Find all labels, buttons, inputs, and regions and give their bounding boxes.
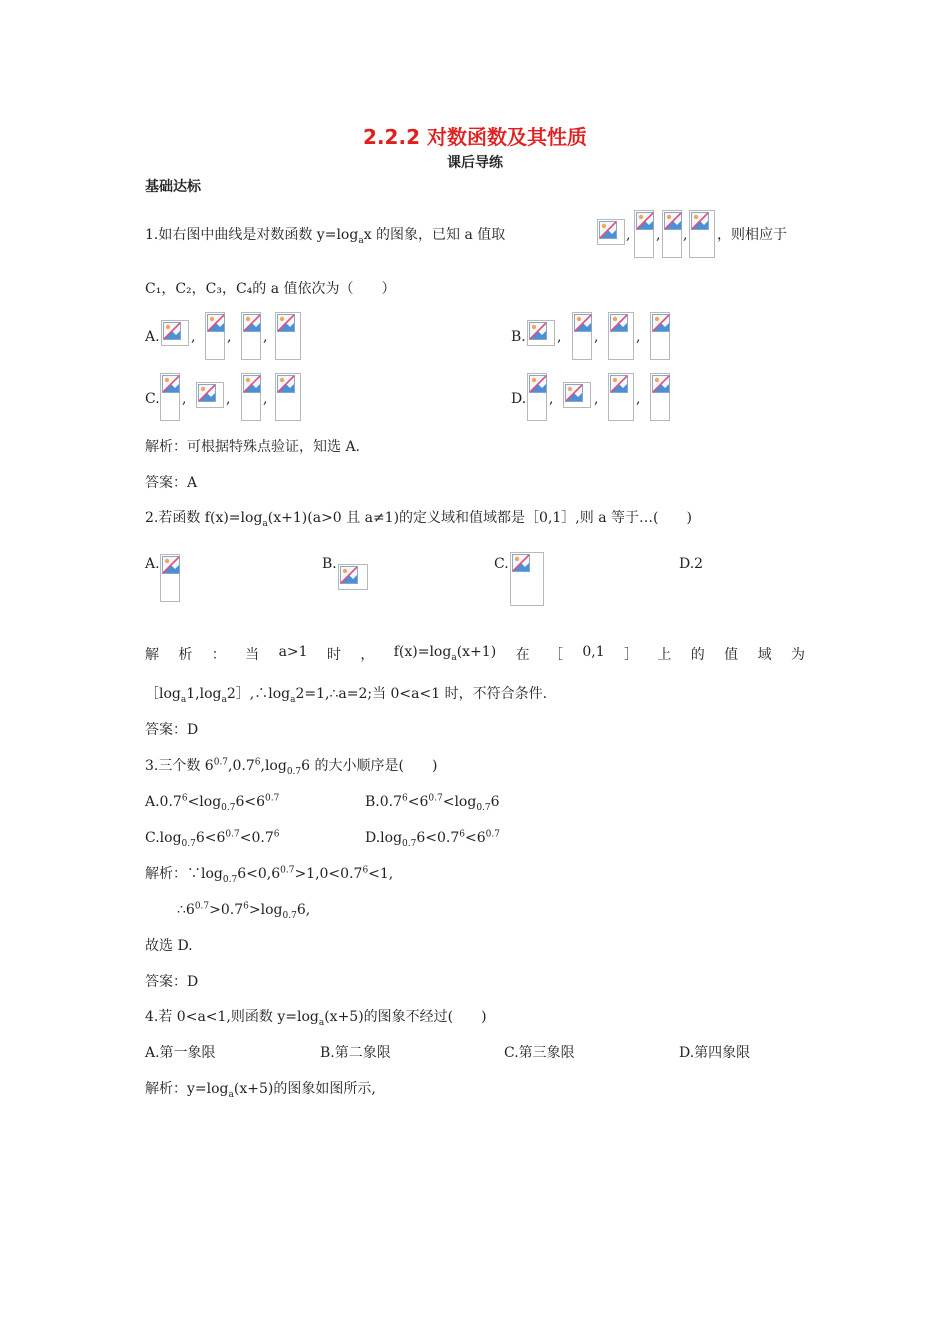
q3-answer: 答案：D <box>145 974 199 990</box>
q1-option-b-label: B. <box>511 329 526 345</box>
q1-sep: , <box>594 329 599 345</box>
q3-option-a: $A.0.7^6<\log_{0.7}6<6^{0.7}$ <box>145 793 280 813</box>
q1-answer: 答案：A <box>145 475 198 491</box>
broken-image-icon <box>241 373 261 421</box>
q1-sep: , <box>191 329 196 345</box>
q2-option-b-label: B. <box>322 556 337 572</box>
broken-image-icon <box>527 320 555 346</box>
broken-image-icon <box>689 210 715 258</box>
q1-sep: , <box>263 391 268 407</box>
broken-image-icon <box>597 219 625 245</box>
q1-sep: , <box>557 329 562 345</box>
q1-option-a-label: A. <box>145 329 160 345</box>
q1-sep: , <box>227 329 232 345</box>
broken-image-icon <box>608 373 634 421</box>
q2-option-c-label: C. <box>494 556 509 572</box>
q4-option-a: A.第一象限 <box>145 1045 216 1061</box>
q1-sep: , <box>263 329 268 345</box>
q1-stem-line1-end: ，则相应于 <box>717 227 787 243</box>
broken-image-icon <box>634 210 654 258</box>
q1-sep: , <box>683 227 688 243</box>
q1-option-c-label: C. <box>145 391 160 407</box>
broken-image-icon <box>650 312 670 360</box>
q2-option-d: D.2 <box>679 556 704 572</box>
q3-choose: 故选 D. <box>145 938 193 954</box>
q3-conclusion: $\therefore 6^{0.7}>0.7^6>\log_{0.7}6$, <box>177 901 311 921</box>
q1-option-d-label: D. <box>511 391 527 407</box>
q3-option-c: $C.\log_{0.7}6<6^{0.7}<0.7^6$ <box>145 829 280 849</box>
q1-sep: , <box>656 227 661 243</box>
broken-image-icon <box>527 373 547 421</box>
q1-stem-line2: C₁，C₂，C₃，C₄的 a 值依次为（ ） <box>145 281 396 297</box>
q1-stem-line1: 1.如右图中曲线是对数函数 $y=\log_ax$ 的图象，已知 a 值取 <box>145 227 506 246</box>
q1-sep: , <box>549 391 554 407</box>
q1-analysis: 解析：可根据特殊点验证，知选 A. <box>145 439 361 455</box>
broken-image-icon <box>275 373 301 421</box>
broken-image-icon <box>275 312 301 360</box>
q4-analysis: 解析：$y=\log_a(x+5)$的图象如图所示, <box>145 1081 376 1100</box>
q2-answer: 答案：D <box>145 722 199 738</box>
q3-analysis: 解析：$\because\log_{0.7}6<0,6^{0.7}>1,0<0.7^6<1$, <box>145 865 394 885</box>
page-title: 2.2.2 对数函数及其性质 <box>363 125 587 149</box>
q2-analysis-line1: 解 析 ： 当 a>1 时 ， $f(x)=\log_a(x+1)$ 在 ［ 0,1 ］ 上 的 值 域 为 <box>145 644 805 663</box>
broken-image-icon <box>338 564 368 590</box>
broken-image-icon <box>563 382 591 408</box>
q2-stem: 2.若函数 $f(x)=\log_a(x+1)(a>0$ 且 a≠1)的定义域和值域都是［0,1］,则 a 等于…( ) <box>145 510 692 529</box>
q1-sep: , <box>182 391 187 407</box>
q4-option-c: C.第三象限 <box>504 1045 575 1061</box>
q2-analysis-line2: $[\log_a1,\log_a2],\therefore\log_a2=1,\therefore a=2$;当 0<a<1 时，不符合条件. <box>145 686 548 705</box>
q3-stem: 3.三个数 $6^{0.7},0.7^6,\log_{0.7}6$ 的大小顺序是( ) <box>145 757 438 777</box>
broken-image-icon <box>160 554 180 602</box>
broken-image-icon <box>662 210 682 258</box>
broken-image-icon <box>205 312 225 360</box>
broken-image-icon <box>196 382 224 408</box>
q3-option-d: $D.\log_{0.7}6<0.7^6<6^{0.7}$ <box>365 829 500 849</box>
broken-image-icon <box>572 312 592 360</box>
q1-sep: , <box>636 391 641 407</box>
broken-image-icon <box>650 373 670 421</box>
q3-option-b: $B.0.7^6<6^{0.7}<\log_{0.7}6$ <box>365 793 500 813</box>
q4-stem: 4.若 0<a<1,则函数 $y=\log_a(x+5)$的图象不经过( ) <box>145 1009 487 1028</box>
q4-option-b: B.第二象限 <box>320 1045 391 1061</box>
section-heading: 基础达标 <box>145 179 201 195</box>
broken-image-icon <box>241 312 261 360</box>
broken-image-icon <box>608 312 634 360</box>
q1-sep: , <box>626 227 631 243</box>
broken-image-icon <box>160 373 180 421</box>
broken-image-icon <box>510 552 544 606</box>
page-subtitle: 课后导练 <box>447 155 503 171</box>
q1-sep: , <box>636 329 641 345</box>
q2-option-a-label: A. <box>145 556 160 572</box>
broken-image-icon <box>161 320 189 346</box>
q1-sep: , <box>226 391 231 407</box>
q4-option-d: D.第四象限 <box>679 1045 751 1061</box>
q1-sep: , <box>594 391 599 407</box>
